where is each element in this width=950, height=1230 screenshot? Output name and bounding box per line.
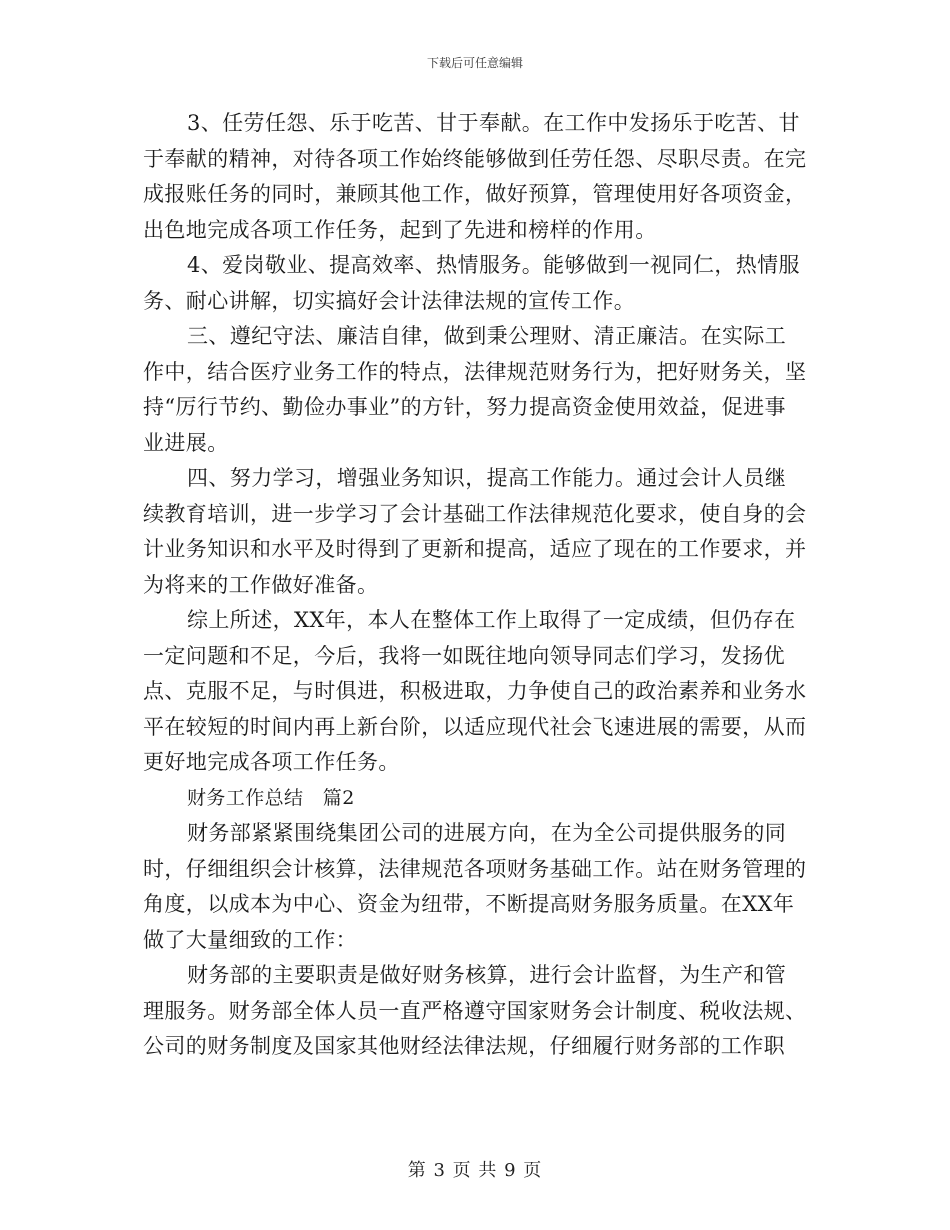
paragraph-2: 4、爱岗敬业、提高效率、热情服务。能够做到一视同仁，热情服务、耐心讲解，切实搞好会计法律法规的宣传工作。 [143, 253, 800, 313]
page-number: 第 3 页 共 9 页 [407, 1160, 543, 1181]
paragraph-7: 财务部的主要职责是做好财务核算，进行会计监督，为生产和管理服务。财务部全体人员一直严格遵守国家财务会计制度、税收法规、公司的财务制度及国家其他财经法律法规，仔细履行财务部的工作职 [143, 963, 807, 1058]
paragraph-6: 财务部紧紧围绕集团公司的进展方向，在为全公司提供服务的同时，仔细组织会计核算，法律规范各项财务基础工作。站在财务管理的角度，以成本为中心、资金为纽带，不断提高财务服务质量。在XX年做了大量细致的工作： [143, 821, 807, 952]
paragraph-4: 四、努力学习，增强业务知识，提高工作能力。通过会计人员继续教育培训，进一步学习了会计基础工作法律规范化要求，使自身的会计业务知识和水平及时得到了更新和提高，适应了现在的工作要求，并为将来的工作做好准备。 [143, 466, 807, 597]
paragraph-1: 3、任劳任怨、乐于吃苦、甘于奉献。在工作中发扬乐于吃苦、甘于奉献的精神，对待各项工作始终能够做到任劳任怨、尽职尽责。在完成报账任务的同时，兼顾其他工作，做好预算，管理使用好各项资金，出色地完成各项工作任务，起到了先进和榜样的作用。 [143, 111, 807, 242]
document-body [143, 106, 807, 1065]
page-header: 下载后可任意编辑 [426, 56, 523, 70]
paragraph-5: 综上所述，XX年，本人在整体工作上取得了一定成绩，但仍存在一定问题和不足，今后，我将一如既往地向领导同志们学习，发扬优点、克服不足，与时俱进，积极进取，力争使自己的政治素养和业务水平在较短的时间内再上新台阶，以适应现代社会飞速进展的需要，从而更好地完成各项工作任务。 [143, 608, 807, 774]
paragraph-3: 三、遵纪守法、廉洁自律，做到秉公理财、清正廉洁。在实际工作中，结合医疗业务工作的特点，法律规范财务行为，把好财务关，坚持“厉行节约、勤俭办事业”的方针，努力提高资金使用效益，促进事业进展。 [143, 324, 807, 455]
section-heading: 财务工作总结 篇2 [187, 786, 355, 809]
